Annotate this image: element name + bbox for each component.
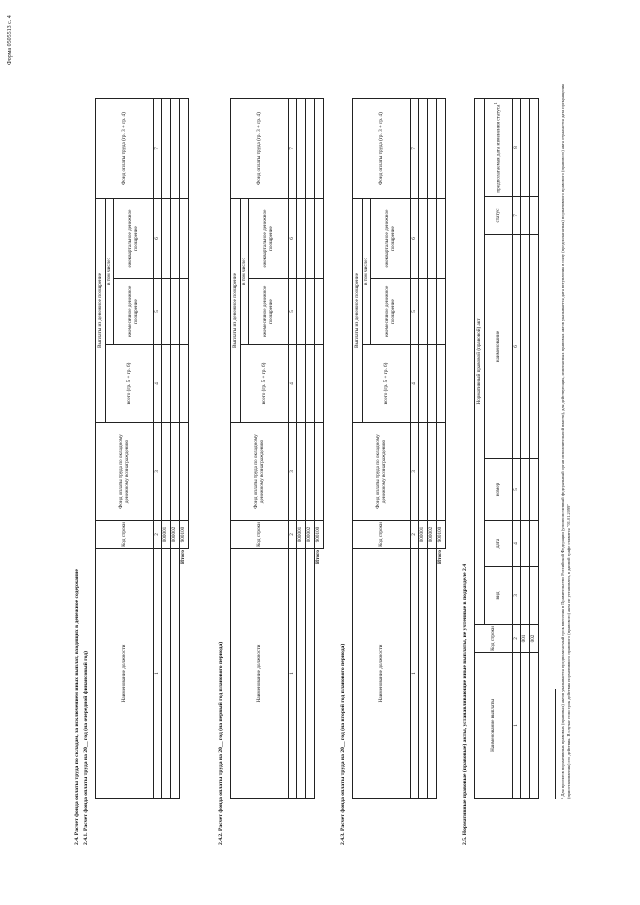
col-quarterly-header: ежеквартальное денежное поощрение — [249, 199, 289, 279]
payroll-table-2-4-2 — [230, 98, 324, 799]
table-cell[interactable] — [428, 99, 437, 199]
col-number: 4 — [513, 521, 521, 567]
form-header: Форма 0505513 с. 4 — [7, 15, 13, 65]
footnote-mark: 1 — [493, 102, 499, 105]
table-cell[interactable] — [521, 567, 530, 625]
table-cell[interactable] — [297, 423, 306, 521]
table-cell[interactable] — [171, 99, 180, 199]
table-cell[interactable] — [428, 423, 437, 521]
table-cell[interactable] — [428, 199, 437, 279]
table-cell[interactable] — [521, 235, 530, 459]
col-payment-name-header: Наименование выплаты — [475, 653, 513, 799]
col-date-header: дата — [485, 521, 513, 567]
col-payments-group-header: Выплаты из денежное поощрение — [96, 199, 106, 423]
section-2-4-3-title: 2.4.3. Расчет фонда оплаты труда на 20__ год (на второй год планового периода) — [340, 643, 346, 845]
table-cell[interactable] — [530, 98, 539, 196]
col-number: 1 — [154, 549, 162, 799]
col-number: 1 — [289, 549, 297, 799]
col-status-date-header — [485, 98, 513, 196]
col-number: 4 — [411, 345, 419, 423]
col-number: 5 — [154, 279, 162, 345]
table-cell[interactable] — [437, 99, 446, 199]
col-number: 3 — [289, 423, 297, 521]
total-label: Итого — [180, 550, 187, 564]
row-code: 002 — [530, 625, 539, 653]
table-cell[interactable] — [437, 345, 446, 423]
col-including-header: в том числе: — [241, 199, 249, 345]
table-cell[interactable] — [162, 345, 171, 423]
col-number: 5 — [289, 279, 297, 345]
col-number: 7 — [411, 99, 419, 199]
col-code-header: Код строки — [475, 625, 513, 653]
col-fund-header: Фонд оплаты труда по окладному денежному вознаграждению — [231, 423, 289, 521]
col-quarterly-header: ежеквартальное денежное поощрение — [371, 199, 411, 279]
col-payfund-header: Фонд оплаты труда (гр. 3 + гр. 4) — [231, 99, 289, 199]
total-label: Итого — [315, 550, 322, 564]
row-code: 001 — [521, 625, 530, 653]
row-code: 000001 — [297, 521, 306, 549]
col-number-header: номер — [485, 459, 513, 521]
footnote-rule — [555, 689, 556, 799]
table-cell[interactable] — [521, 653, 530, 799]
table-cell[interactable] — [180, 279, 189, 345]
col-number: 7 — [513, 197, 521, 235]
total-code: 900100 — [315, 521, 324, 549]
col-number: 8 — [513, 98, 521, 196]
col-number: 1 — [513, 653, 521, 799]
table-cell[interactable] — [530, 653, 539, 799]
table-cell[interactable] — [428, 279, 437, 345]
table-cell[interactable] — [306, 99, 315, 199]
col-payments-group-header: Выплаты из денежное поощрение — [231, 199, 241, 423]
legal-acts-table-2-5 — [474, 98, 539, 799]
table-cell[interactable] — [306, 549, 315, 799]
table-cell[interactable] — [180, 423, 189, 521]
col-number: 6 — [513, 235, 521, 459]
col-status-header: статус — [485, 197, 513, 235]
col-monthly-header: ежемесячное денежное поощрение — [114, 279, 154, 345]
table-cell[interactable] — [171, 199, 180, 279]
col-position-header: Наименование должности — [231, 549, 289, 799]
table-cell[interactable] — [297, 279, 306, 345]
table-cell[interactable] — [315, 99, 324, 199]
section-2-4-1-title: 2.4.1. Расчет фонда оплаты труда на 20__ год (на очередной финансовый год) — [83, 651, 89, 845]
col-number: 3 — [513, 567, 521, 625]
col-total-header: всего (гр. 5 + гр. 6) — [363, 345, 411, 423]
col-fund-header: Фонд оплаты труда по окладному денежному вознаграждению — [96, 423, 154, 521]
table-cell[interactable] — [521, 98, 530, 196]
table-cell[interactable] — [297, 99, 306, 199]
col-number: 7 — [289, 99, 297, 199]
table-cell[interactable] — [419, 99, 428, 199]
col-position-header: Наименование должности — [353, 549, 411, 799]
col-number: 6 — [411, 199, 419, 279]
col-including-header: в том числе: — [363, 199, 371, 345]
total-code: 900100 — [437, 521, 446, 549]
section-2-4-title: 2.4. Расчет фонда оплаты труда по складам, за исключением иных выплат, входящих в денежное содержание — [74, 569, 80, 845]
table-cell[interactable] — [297, 199, 306, 279]
table-cell[interactable] — [419, 345, 428, 423]
row-code: 000001 — [419, 521, 428, 549]
col-payments-group-header: Выплаты из денежное поощрение — [353, 199, 363, 423]
total-label: Итого — [437, 550, 444, 564]
table-cell[interactable] — [428, 345, 437, 423]
col-number: 1 — [411, 549, 419, 799]
col-monthly-header: ежемесячное денежное поощрение — [371, 279, 411, 345]
table-cell[interactable] — [419, 279, 428, 345]
table-cell[interactable] — [437, 423, 446, 521]
payroll-table-2-4-3 — [352, 98, 446, 799]
col-number: 2 — [154, 521, 162, 549]
col-position-header: Наименование должности — [96, 549, 154, 799]
payroll-table-2-4-1 — [95, 98, 189, 799]
col-type-header: вид — [485, 567, 513, 625]
table-cell[interactable] — [306, 279, 315, 345]
table-cell[interactable] — [530, 521, 539, 567]
table-cell[interactable] — [180, 345, 189, 423]
col-quarterly-header: ежеквартальное денежное поощрение — [114, 199, 154, 279]
table-cell[interactable] — [171, 345, 180, 423]
table-cell[interactable] — [315, 279, 324, 345]
table-cell[interactable] — [530, 197, 539, 235]
table-cell[interactable] — [530, 235, 539, 459]
table-cell[interactable] — [428, 549, 437, 799]
row-code: 000002 — [428, 521, 437, 549]
table-cell[interactable] — [521, 197, 530, 235]
table-cell[interactable] — [162, 199, 171, 279]
col-monthly-header: ежемесячное денежное поощрение — [249, 279, 289, 345]
col-number: 5 — [513, 459, 521, 521]
col-total-header: всего (гр. 5 + гр. 6) — [241, 345, 289, 423]
col-number: 7 — [154, 99, 162, 199]
table-cell[interactable] — [419, 423, 428, 521]
row-code: 000001 — [162, 521, 171, 549]
col-number: 4 — [154, 345, 162, 423]
col-payfund-header: Фонд оплаты труда (гр. 3 + гр. 4) — [353, 99, 411, 199]
col-number: 3 — [154, 423, 162, 521]
table-cell[interactable] — [171, 279, 180, 345]
table-cell[interactable] — [419, 199, 428, 279]
table-cell[interactable] — [162, 423, 171, 521]
footnote: ¹ Для проектов нормативных правовых (правовых) актов указывается предполагаемый срок внесения в Правительство Российской Федерации (уполномоченный федеральный орган исполнительной власти), для действующих, изменяемых правовых актов указывается дата вступления в силу (предполагаемая) нормативного правового (правового) акта отражается дата прекращения (приостановления) его действия. В случае если срок действия нормативного правового (правового) акта не установлен, в данной графе ставится "01.01.2099" — [560, 83, 571, 799]
col-number: 3 — [411, 423, 419, 521]
table-cell[interactable] — [171, 549, 180, 799]
col-number: 2 — [289, 521, 297, 549]
table-cell[interactable] — [297, 549, 306, 799]
col-number: 2 — [411, 521, 419, 549]
table-cell[interactable] — [162, 279, 171, 345]
table-cell[interactable] — [306, 345, 315, 423]
section-2-4-2-title: 2.4.2. Расчет фонда оплаты труда на 20__ год (на первый год планового периода) — [218, 641, 224, 845]
table-cell[interactable] — [437, 199, 446, 279]
table-cell[interactable] — [306, 199, 315, 279]
col-code-header: Код строки — [353, 521, 411, 549]
table-cell[interactable] — [437, 279, 446, 345]
table-cell[interactable] — [162, 99, 171, 199]
col-code-header: Код строки — [96, 521, 154, 549]
section-2-5-title: 2.5. Нормативные правовые (правовые) акты, устанавливающие иные выплаты, не учтенные в подразделе 2.4 — [462, 563, 468, 845]
table-cell[interactable] — [315, 199, 324, 279]
col-payfund-header: Фонд оплаты труда (гр. 3 + гр. 4) — [96, 99, 154, 199]
row-code: 000002 — [306, 521, 315, 549]
table-cell[interactable] — [162, 549, 171, 799]
table-cell[interactable] — [521, 521, 530, 567]
table-cell[interactable] — [419, 549, 428, 799]
col-number: 5 — [411, 279, 419, 345]
table-cell[interactable] — [171, 423, 180, 521]
col-total-header: всего (гр. 5 + гр. 6) — [106, 345, 154, 423]
table-cell[interactable] — [315, 423, 324, 521]
col-number: 6 — [154, 199, 162, 279]
col-number: 2 — [513, 625, 521, 653]
col-name-header: наименование — [485, 235, 513, 459]
total-code: 900100 — [180, 521, 189, 549]
col-code-header: Код строки — [231, 521, 289, 549]
col-including-header: в том числе: — [106, 199, 114, 345]
table-cell[interactable] — [180, 99, 189, 199]
col-number: 6 — [289, 199, 297, 279]
table-cell[interactable] — [530, 567, 539, 625]
table-cell[interactable] — [180, 199, 189, 279]
table-cell[interactable] — [530, 459, 539, 521]
table-cell[interactable] — [297, 345, 306, 423]
col-fund-header: Фонд оплаты труда по окладному денежному вознаграждению — [353, 423, 411, 521]
status-date-label: предполагаемая дата изменения статуса — [496, 104, 502, 193]
table-cell[interactable] — [521, 459, 530, 521]
col-number: 4 — [289, 345, 297, 423]
table-cell[interactable] — [306, 423, 315, 521]
row-code: 000002 — [171, 521, 180, 549]
col-act-group-header: Нормативный правовой (правовой) акт — [475, 98, 485, 624]
table-cell[interactable] — [315, 345, 324, 423]
